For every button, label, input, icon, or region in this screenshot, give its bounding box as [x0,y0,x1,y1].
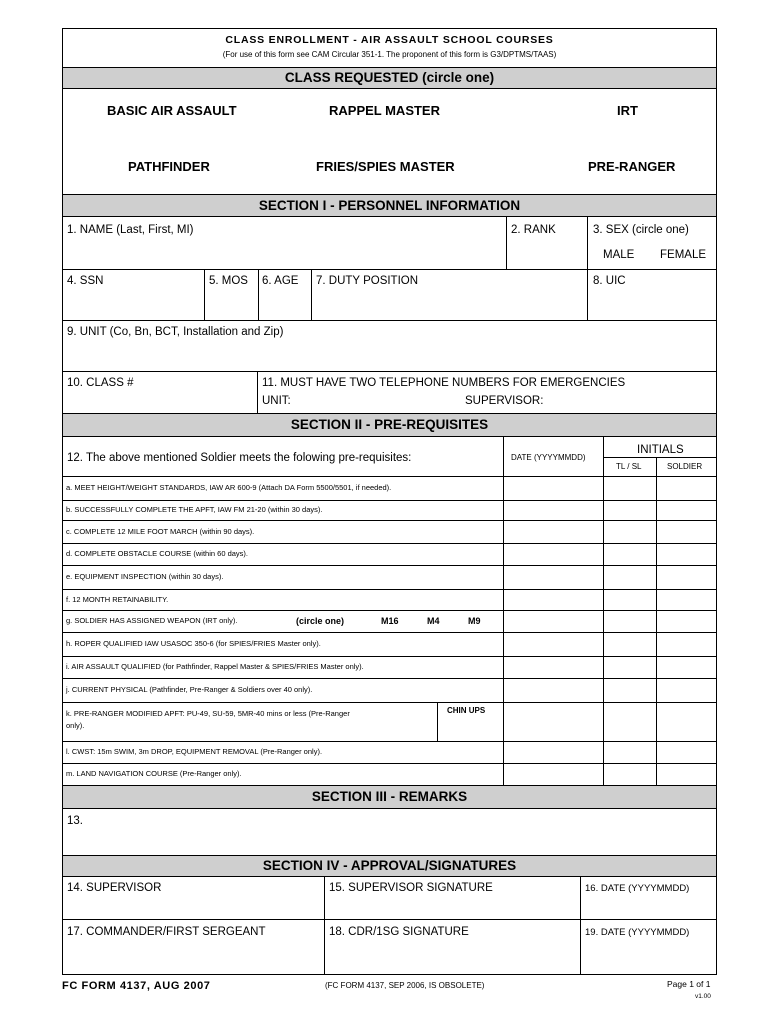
prereq-tl-sl-initials-b[interactable] [604,501,655,519]
cdr-signature-field[interactable] [325,941,579,974]
obsolete-note: (FC FORM 4137, SEP 2006, IS OBSOLETE) [325,981,485,990]
prereq-soldier-initials-c[interactable] [657,521,715,542]
unit-phone-label: UNIT: [262,395,291,407]
supervisor-signature-label: 15. SUPERVISOR SIGNATURE [329,882,493,894]
unit-field[interactable] [63,342,716,371]
uic-field[interactable] [588,290,716,319]
section4-heading-text: SECTION IV - APPROVAL/SIGNATURES [262,858,517,873]
supervisor-phone-field[interactable] [547,393,712,411]
prereq-date-field-b[interactable] [504,501,602,519]
divider [257,371,258,413]
weapon-circle-one: (circle one) [296,616,345,626]
weapon-option-m9[interactable]: M9 [468,616,481,626]
date16-field[interactable] [581,897,716,918]
divider [63,320,716,321]
prereq-soldier-initials-k[interactable] [657,703,715,740]
prereq-tl-sl-initials-k[interactable] [604,703,655,740]
prereq-soldier-initials-a[interactable] [657,477,715,499]
option-irt[interactable]: IRT [617,103,638,118]
sex-male-option[interactable]: MALE [603,249,635,261]
prereq-soldier-initials-i[interactable] [657,657,715,677]
rank-field[interactable] [507,240,587,268]
prereq-soldier-initials-e[interactable] [657,566,715,588]
prereq-date-field-k[interactable] [504,703,602,740]
divider [63,269,716,270]
divider [63,371,716,372]
commander-field[interactable] [63,941,323,974]
prereq-tl-sl-initials-c[interactable] [604,521,655,542]
prereq-date-field-f[interactable] [504,590,602,609]
option-fries-spies-master[interactable]: FRIES/SPIES MASTER [316,159,455,174]
prereq-label-l: l. CWST: 15m SWIM, 3m DROP, EQUIPMENT REMOVAL (Pre-Ranger only). [66,747,323,756]
option-pre-ranger[interactable]: PRE-RANGER [588,159,676,174]
section2-heading [63,413,716,437]
option-basic-air-assault[interactable]: BASIC AIR ASSAULT [107,103,237,118]
prereq-tl-sl-initials-j[interactable] [604,679,655,701]
prereq-date-field-h[interactable] [504,633,602,655]
supervisor-label: 14. SUPERVISOR [67,882,162,894]
cdr-signature-label: 18. CDR/1SG SIGNATURE [329,926,469,938]
prereq-tl-sl-initials-f[interactable] [604,590,655,609]
prereq-tl-sl-initials-i[interactable] [604,657,655,677]
prereq-soldier-initials-b[interactable] [657,501,715,519]
prereq-tl-sl-initials-a[interactable] [604,477,655,499]
ssn-label: 4. SSN [67,275,104,287]
prereq-soldier-initials-j[interactable] [657,679,715,701]
prereq-label-e: e. EQUIPMENT INSPECTION (within 30 days). [66,572,224,581]
form-id: FC FORM 4137, AUG 2007 [62,980,211,992]
supervisor-signature-field[interactable] [325,897,579,918]
prereq-date-field-g[interactable] [504,611,602,631]
chin-ups-field[interactable] [438,718,502,740]
rank-label: 2. RANK [511,224,556,236]
prereq-label-k-continued: only). [66,721,85,730]
date-header: DATE (YYYYMMDD) [511,453,586,462]
prereq-soldier-initials-l[interactable] [657,742,715,762]
prereq-label-c: c. COMPLETE 12 MILE FOOT MARCH (within 90 days). [66,527,255,536]
prereq-soldier-initials-m[interactable] [657,764,715,784]
commander-label: 17. COMMANDER/FIRST SERGEANT [67,926,266,938]
prereq-date-field-d[interactable] [504,544,602,564]
prereq-label-f: f. 12 MONTH RETAINABILITY. [66,595,169,604]
page-number: Page 1 of 1 [667,979,711,989]
prereq-label-j: j. CURRENT PHYSICAL (Pathfinder, Pre-Ranger & Soldiers over 40 only). [66,685,313,694]
prereq-date-field-m[interactable] [504,764,602,784]
prereq-label-h: h. ROPER QUALIFIED IAW USASOC 350-6 (for SPIES/FRIES Master only). [66,639,321,648]
prereq-tl-sl-initials-g[interactable] [604,611,655,631]
section1-heading-text: SECTION I - PERSONNEL INFORMATION [258,198,521,213]
option-pathfinder[interactable]: PATHFINDER [128,159,210,174]
form-title: CLASS ENROLLMENT - AIR ASSAULT SCHOOL COURSES [225,34,554,46]
remarks-field[interactable] [63,810,716,855]
divider [63,919,716,920]
prereq-date-field-l[interactable] [504,742,602,762]
mos-field[interactable] [205,290,258,319]
age-field[interactable] [259,290,311,319]
age-label: 6. AGE [262,275,299,287]
chin-ups-label: CHIN UPS [447,706,486,715]
prereq-date-field-j[interactable] [504,679,602,701]
prereq-soldier-initials-d[interactable] [657,544,715,564]
class-number-field[interactable] [63,392,257,412]
uic-label: 8. UIC [593,275,626,287]
name-label: 1. NAME (Last, First, MI) [67,224,194,236]
tl-sl-header: TL / SL [616,462,642,471]
prereq-label-m: m. LAND NAVIGATION COURSE (Pre-Ranger only). [66,769,242,778]
class-requested-heading-text: CLASS REQUESTED (circle one) [284,70,495,85]
prereq-label-b: b. SUCCESSFULLY COMPLETE THE APFT, IAW FM 21-20 (within 30 days). [66,505,323,514]
class-number-label: 10. CLASS # [67,377,134,389]
prereq-intro: 12. The above mentioned Soldier meets the folowing pre-requisites: [67,452,412,464]
sex-label: 3. SEX (circle one) [593,224,689,236]
version: v1.00 [695,993,711,1000]
duty-position-field[interactable] [312,290,587,319]
prereq-label-d: d. COMPLETE OBSTACLE COURSE (within 60 days). [66,549,248,558]
supervisor-field[interactable] [63,897,323,918]
prereq-date-field-e[interactable] [504,566,602,588]
prereq-date-field-c[interactable] [504,521,602,542]
prereq-date-field-i[interactable] [504,657,602,677]
prereq-tl-sl-initials-l[interactable] [604,742,655,762]
prereq-tl-sl-initials-d[interactable] [604,544,655,564]
date19-field[interactable] [581,941,716,974]
section2-heading-text: SECTION II - PRE-REQUISITES [290,417,489,432]
supervisor-phone-label: SUPERVISOR: [465,395,544,407]
initials-header: INITIALS [637,444,684,456]
name-field[interactable] [63,240,506,268]
prereq-tl-sl-initials-h[interactable] [604,633,655,655]
prereq-date-field-a[interactable] [504,477,602,499]
prereq-label-i: i. AIR ASSAULT QUALIFIED (for Pathfinder, Rappel Master & SPIES/FRIES Master only). [66,662,364,671]
duty-position-label: 7. DUTY POSITION [316,275,419,287]
unit-label: 9. UNIT (Co, Bn, BCT, Installation and Zip) [67,326,284,338]
section4-heading [63,855,716,877]
unit-phone-field[interactable] [295,393,460,411]
prereq-label-g: g. SOLDIER HAS ASSIGNED WEAPON (IRT only). [66,616,238,625]
form-subtitle: (For use of this form see CAM Circular 351-1. The proponent of this form is G3/DPTMS/TAAS) [222,50,557,59]
remarks-number: 13. [67,815,83,827]
mos-label: 5. MOS [209,275,248,287]
prereq-soldier-initials-h[interactable] [657,633,715,655]
class-requested-heading [63,67,716,89]
date19-label: 19. DATE (YYYYMMDD) [585,927,690,938]
prereq-label-k: k. PRE-RANGER MODIFIED APFT: PU-49, SU-59, 5MR-40 mins or less (Pre-Ranger [66,709,350,718]
weapon-option-m4[interactable]: M4 [427,616,440,626]
phones-label: 11. MUST HAVE TWO TELEPHONE NUMBERS FOR EMERGENCIES [262,377,626,389]
prereq-soldier-initials-f[interactable] [657,590,715,609]
prereq-tl-sl-initials-m[interactable] [604,764,655,784]
section3-heading-text: SECTION III - REMARKS [311,789,468,804]
prereq-label-a: a. MEET HEIGHT/WEIGHT STANDARDS, IAW AR 600-9 (Attach DA Form 5500/5501, if needed). [66,483,392,492]
section3-heading [63,785,716,809]
divider [603,457,716,458]
prereq-tl-sl-initials-e[interactable] [604,566,655,588]
prereq-soldier-initials-g[interactable] [657,611,715,631]
soldier-header: SOLDIER [667,462,703,471]
weapon-option-m16[interactable]: M16 [381,616,399,626]
option-rappel-master[interactable]: RAPPEL MASTER [329,103,440,118]
date16-label: 16. DATE (YYYYMMDD) [585,883,690,894]
ssn-field[interactable] [63,290,204,319]
section1-heading [63,194,716,217]
sex-female-option[interactable]: FEMALE [660,249,707,261]
